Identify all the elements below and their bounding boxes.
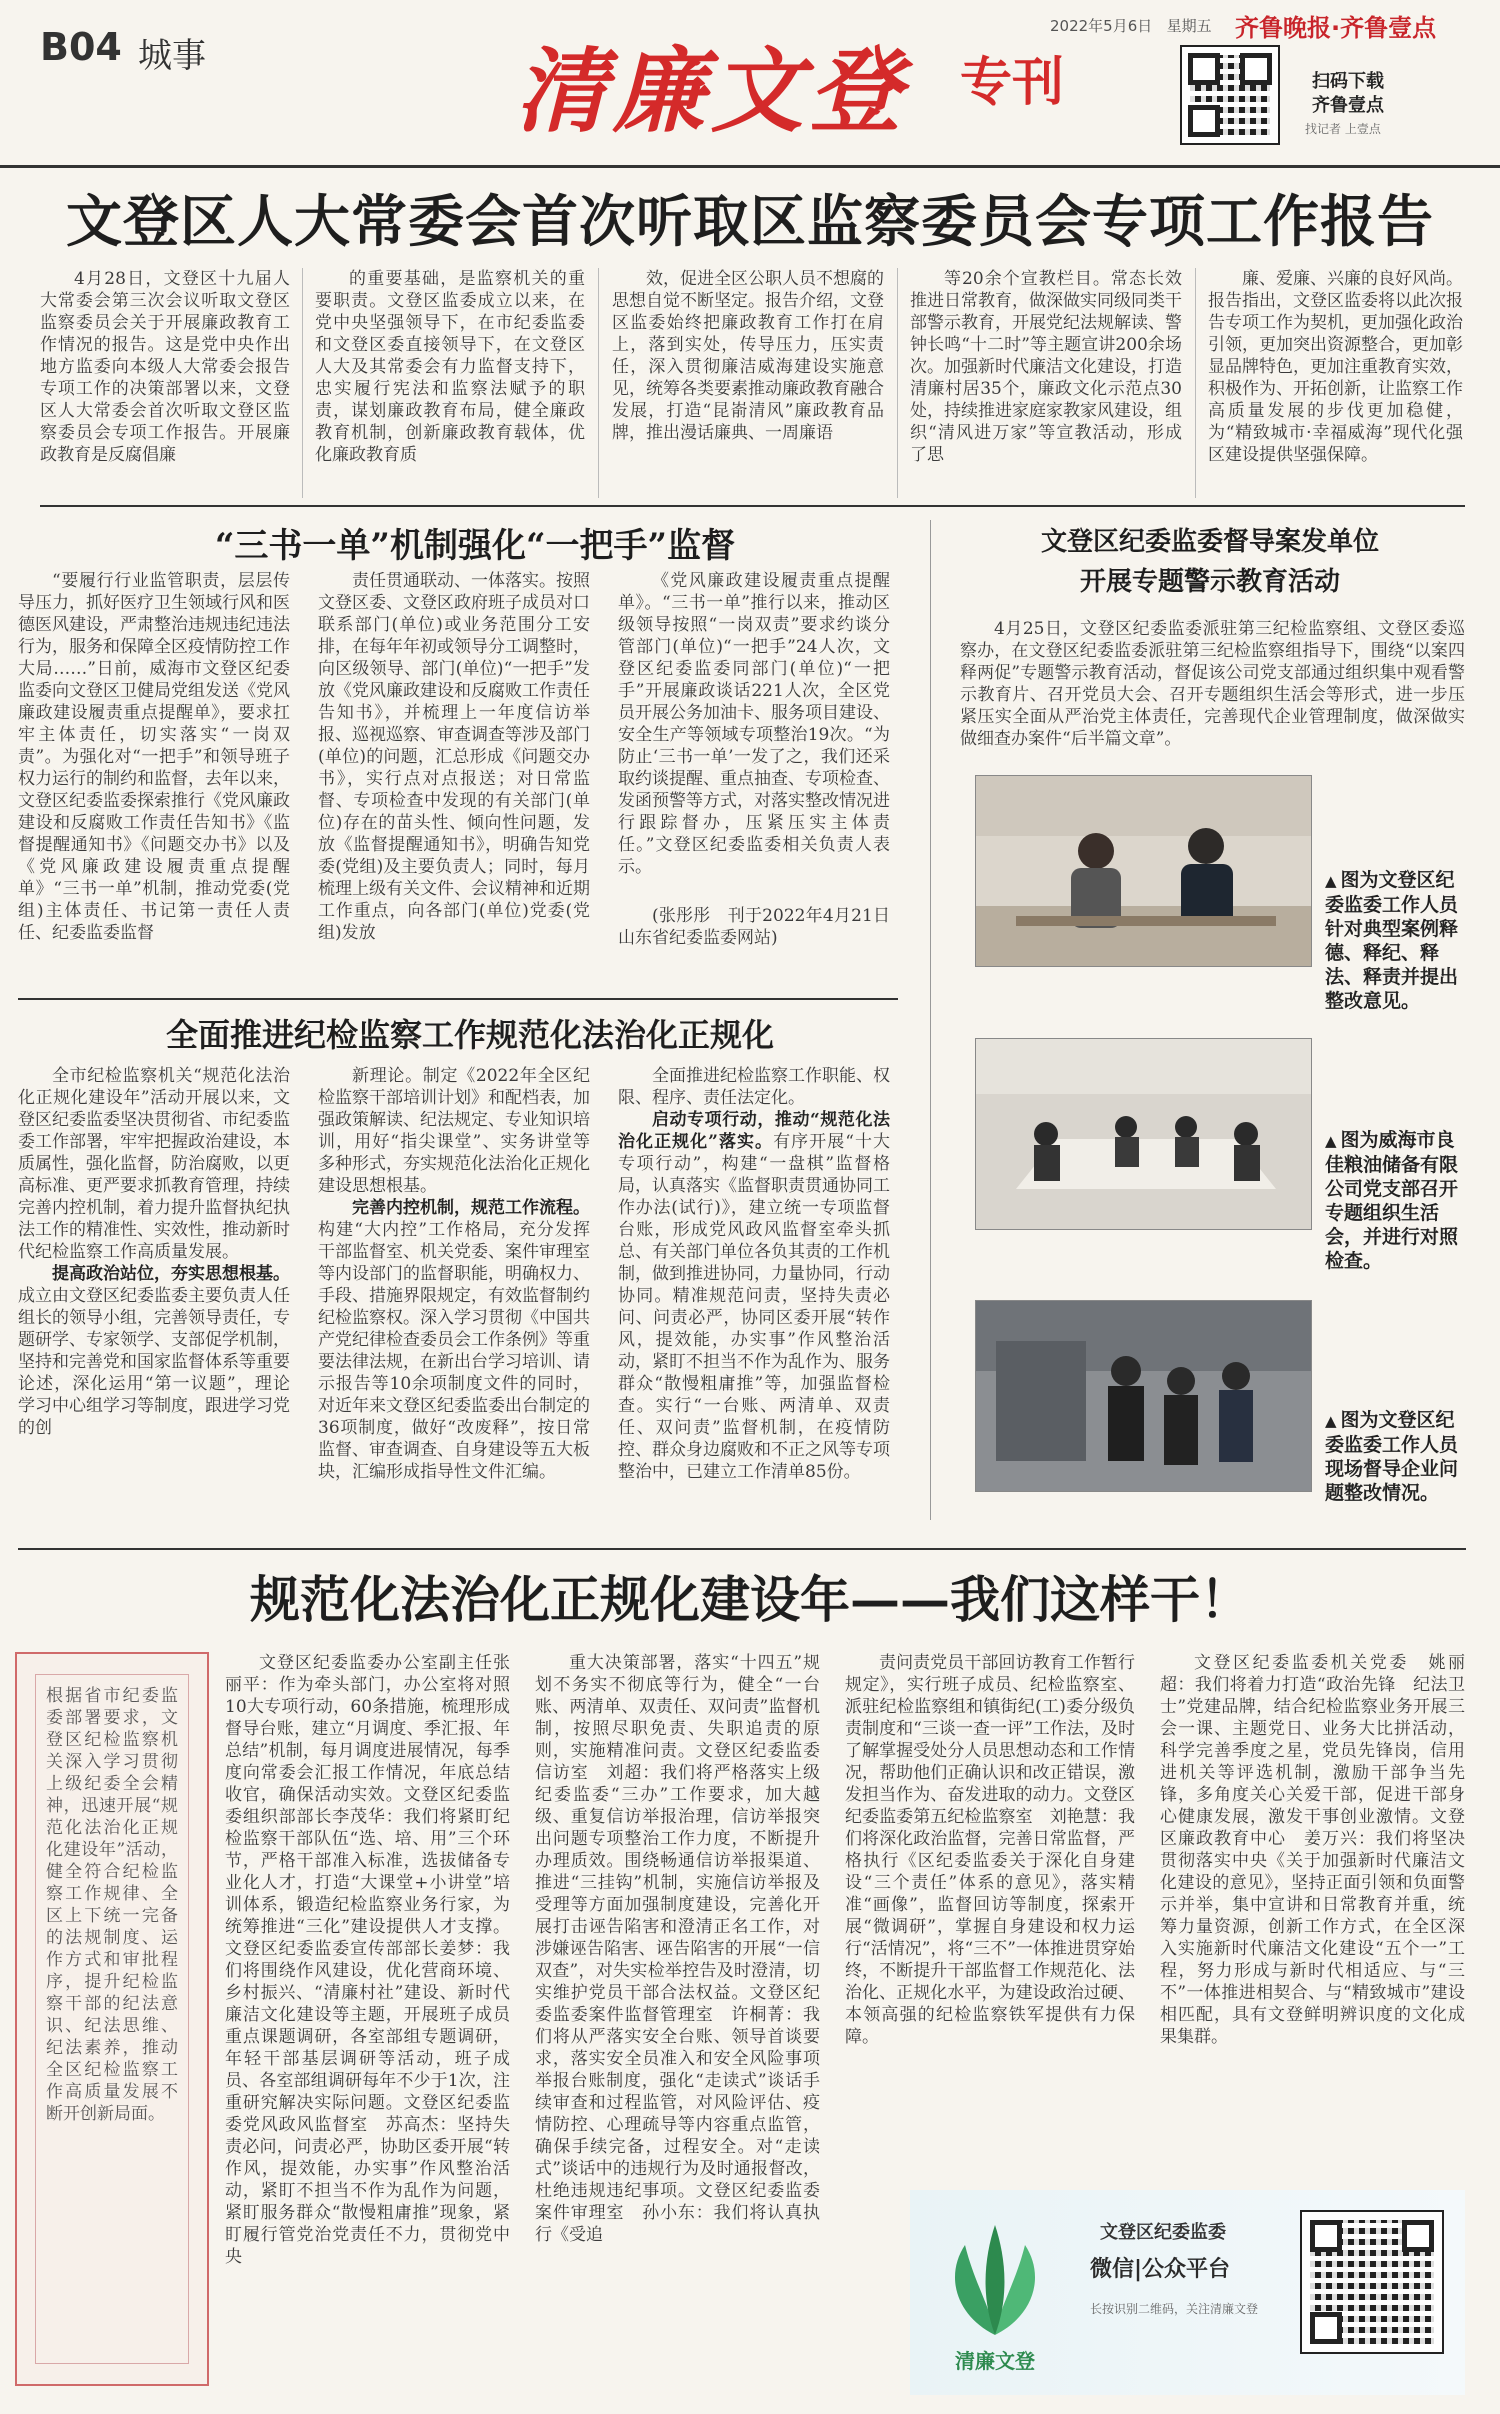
app-qr-code[interactable] — [1180, 45, 1280, 145]
photo-meeting-2 — [975, 1038, 1312, 1230]
photo-caption-2: ▲ 图为威海市良佳粮油储备有限公司党支部召开专题组织生活会，并进行对照检查。 — [1325, 1128, 1465, 1273]
article-guifan-col-1: 全市纪检监察机关“规范化法治化正规化建设年”活动开展以来，文登区纪委监委坚决贯彻省、市纪委监委工作部署，牢牢把握政治建设，本质属性，强化监督，防治腐败，以更高标准、更严要求抓教育管理，持续完善内控机制，着力提升监督执纪执法工作的精准性、实效性，推动新时代纪检监察工作高质量发展。 提高政治站位，夯实思想根基。成立由文登区纪委监委主要负责人任组长的领导小组，完善领导责任，专题研学、专家领学、支部促学机制，坚持和完善党和国家监督体系等重要论述，深化运用“第一议题”，理论学习中心组学习等制度，跟进学习党的创 — [18, 1066, 290, 1438]
banner-note: 长按识别二维码，关注清廉文登 — [1090, 2302, 1259, 2316]
photo-inspection — [975, 1300, 1312, 1492]
qr-caption: 扫码下载 齐鲁壹点 — [1312, 71, 1384, 116]
special-issue-suffix: 专刊 — [960, 53, 1065, 113]
article-sanshu-col-3: 《党风廉政建设履责重点提醒单》。“三书一单”推行以来，推动区级领导按照“一岗双责”要求约谈分管部门(单位)“一把手”24人次，文登区纪委监委同部门(单位)“一把手”开展廉政谈话221人次，全区党员开展公务加油卡、服务项目建设、安全生产等领域专项整治19次。“为防止‘三书一单’一发了之，我们还采取约谈提醒、重点抽查、专项检查、发函预警等方式，对落实整改情况进行跟踪督办，压紧压实主体责任。”文登区纪委监委相关负责人表示。 — [618, 571, 890, 877]
banner-org: 文登区纪委监委 — [1100, 2222, 1226, 2243]
divider — [18, 1548, 1466, 1550]
second-headline: 规范化法治化正规化建设年——我们这样干！ — [250, 1570, 1250, 1629]
voices-col-3: 责问责党员干部回访教育工作暂行规定》，实行班子成员、纪检监察室、派驻纪检监察组和镇街纪(工)委分级负责制度和“三谈一查一评”工作法，及时了解掌握受处分人员思想动态和工作情况，帮助他们正确认识和改正错误，激发担当作为、奋发进取的动力。文登区纪委监委第五纪检监察室 刘艳慧：我们将深化政治监督，完善日常监督，严格执行《区纪委监委关于深化自身建设“三个责任”体系的意见》，落实精准“画像”，监督回访等制度，探索开展“微调研”，掌握自身建设和权力运行“活情况”，将“三不”一体推进贯穿始终，不断提升干部监督工作规范化、法治化、正规化水平，为建设政治过硬、本领高强的纪检监察铁军提供有力保障。 — [845, 1653, 1135, 2047]
article-guifan-col-2: 新理论。制定《2022年全区纪检监察干部培训计划》和配档表，加强政策解读、纪法规定、专业知识培训，用好“指尖课堂”、实务讲堂等多种形式，夯实规范化法治化正规化建设思想根基。 完善内控机制，规范工作流程。构建“大内控”工作格局，充分发挥干部监督室、机关党委、案件审理室等内设部门的监督职能，明确权力、手段、措施界限规定，有效监督制约纪检监察权。深入学习贯彻《中国共产党纪律检查委员会工作条例》等重要法律法规，在新出台学习培训、请示报告等10余项制度文件的同时，对近年来文登区纪委监委出台制定的36项制度，做好“改废释”，按日常监督、审查调查、自身建设等五大板块，汇编形成指导性文件汇编。 — [318, 1066, 590, 1482]
intro-sidebar-box: 根据省市纪委监委部署要求，文登区纪检监察机关深入学习贯彻上级纪委全会精神，迅速开展“规范化法治化正规化建设年”活动，健全符合纪检监察工作规律、全区上下统一完备的法规制度、运作方式和审批程序，提升纪检监察干部的纪法意识、纪法思维、纪法素养，推动全区纪检监察工作高质量发展不断开创新局面。 — [15, 1652, 209, 2386]
voices-col-2: 重大决策部署，落实“十四五”规划不务实不彻底等行为，健全“一台账、两清单、双责任、双问责”监督机制，按照尽职免责、失职追责的原则，实施精准问责。文登区纪委监委信访室 刘超：我们将严格落实上级纪委监委“三办”工作要求，加大越级、重复信访举报治理，信访举报突出问题专项整治工作力度，不断提升办理质效。围绕畅通信访举报渠道、推进“三挂钩”机制，实施信访举报及受理等方面加强制度建设，完善化开展打击诬告陷害和澄清正名工作，对涉嫌诬告陷害、诬告陷害的开展“一信双查”，对失实检举控告及时澄清，切实维护党员干部合法权益。文登区纪委监委案件监督管理室 许桐菁：我们将从严落实安全台账、领导首谈要求，落实安全员准入和安全风险事项举报台账制度，强化“走读式”谈话手续审查和过程监管，对风险评估、疫情防控、心理疏导等内容重点监管，确保手续完备，过程安全。对“走读式”谈话中的违规行为及时通报督改，杜绝违规违纪事项。文登区纪委监委案件审理室 孙小东：我们将认真执行《受追 — [535, 1653, 820, 2245]
article-sanshu-col-1: “要履行行业监管职责，层层传导压力，抓好医疗卫生领域行风和医德医风建设，严肃整治违规违纪违法行为，服务和保障全区疫情防控工作大局……”日前，威海市文登区纪委监委向文登区卫健局党组发送《党风廉政建设履责重点提醒单》，要求扛牢主体责任，切实落实“一岗双责”。为强化对“一把手”和领导班子权力运行的制约和监督，去年以来，文登区纪委监委探索推行《党风廉政建设和反腐败工作责任告知书》《监督提醒通知书》《问题交办书》以及《党风廉政建设履责重点提醒单》“三书一单”机制，推动党委(党组)主体责任、书记第一责任人责任、纪委监委监督 — [18, 571, 290, 943]
lead-article-col-1: 4月28日，文登区十九届人大常委会第三次会议听取文登区监察委员会关于开展廉政教育工作情况的报告。这是党中央作出地方监委向本级人大常委会报告专项工作的决策部署以来，文登区人大常委会首次听取文登区监察委员会专项工作报告。开展廉政教育是反腐倡廉 — [40, 269, 290, 465]
article-jingshi-headline: 文登区纪委监委督导案发单位 开展专题警示教育活动 — [1040, 527, 1379, 597]
article-sanshu-byline: (张彤彤 刊于2022年4月21日山东省纪委监委网站) — [618, 906, 890, 948]
article-guifan-headline: 全面推进纪检监察工作规范化法治化正规化 — [165, 1016, 774, 1054]
article-sanshu-headline: “三书一单”机制强化“一把手”监督 — [214, 526, 736, 566]
lotus-logo-icon — [935, 2205, 1055, 2345]
divider — [40, 505, 1465, 507]
banner-logo-text: 清廉文登 — [955, 2349, 1035, 2373]
main-headline: 文登区人大常委会首次听取区监察委员会专项工作报告 — [66, 189, 1434, 255]
brand-logo: 齐鲁晚报·齐鲁壹点 — [1235, 14, 1437, 42]
voices-col-4: 文登区纪委监委机关党委 姚丽超：我们将着力打造“政治先锋 纪法卫士”党建品牌，结合纪检监察业务开展三会一课、主题党日、业务大比拼活动，科学完善季度之星，党员先锋岗，信用进机关等评选机制，激励干部争当先锋，多角度关心关爱干部，促进干部身心健康发展，激发干事创业激情。文登区廉政教育中心 姜万兴：我们将坚决贯彻落实中央《关于加强新时代廉洁文化建设的意见》，坚持正面引领和负面警示并举，集中宣讲和日常教育并重，统筹力量资源，创新工作方式，在全区深入实施新时代廉洁文化建设“五个一”工程，努力形成与新时代相适应、与“三不”一体推进相契合、与“精致城市”建设相匹配，具有文登鲜明辨识度的文化成果集群。 — [1160, 1653, 1465, 2047]
voices-col-1: 文登区纪委监委办公室副主任张丽平：作为牵头部门，办公室将对照10大专项行动，60条措施，梳理形成督导台账，建立“月调度、季汇报、年总结”机制，每月调度进展情况，每季度向常委会汇报工作情况，年底总结收官，确保活动实效。文登区纪委监委组织部部长李茂华：我们将紧盯纪检监察干部队伍“选、培、用”三个环节，严格干部准入标准，选拔储备专业化人才，打造“大课堂+小讲堂”培训体系，锻造纪检监察业务行家，为统筹推进“三化”建设提供人才支撑。文登区纪委监委宣传部部长姜梦：我们将围绕作风建设，优化营商环境、乡村振兴、“清廉村社”建设、新时代廉洁文化建设等主题，开展班子成员重点课题调研，各室部组专题调研，年轻干部基层调研等活动，班子成员、各室部组调研每年不少于1次，注重研究解决实际问题。文登区纪委监委党风政风监督室 苏高杰：坚持失责必问，问责必严，协助区委开展“转作风，提效能，办实事”作风整治活动，紧盯不担当不作为乱作为问题，紧盯服务群众“散慢粗庸推”现象，紧盯履行管党治党责任不力，贯彻党中央 — [225, 1653, 510, 2267]
photo-caption-1: ▲ 图为文登区纪委监委工作人员针对典型案例释德、释纪、释法、释责并提出整改意见。 — [1325, 868, 1465, 1013]
wechat-qr-code[interactable] — [1300, 2210, 1444, 2354]
lead-article-col-5: 廉、爱廉、兴廉的良好风尚。报告指出，文登区监委将以此次报告专项工作为契机，更加强化政治引领，更加突出资源整合，更加彰显品牌特色，更加注重教育实效，积极作为、开拓创新，让监察工作高质量发展的步伐更加稳健，为“精致城市·幸福威海”现代化强区建设提供坚强保障。 — [1208, 269, 1463, 465]
issue-date: 2022年5月6日 星期五 — [1050, 17, 1212, 35]
qr-subcaption: 找记者 上壹点 — [1305, 122, 1381, 136]
divider — [18, 998, 898, 1000]
page-number: B04 — [40, 25, 122, 69]
article-jingshi-body: 4月25日，文登区纪委监委派驻第三纪检监察组、文登区委巡察办，在文登区纪委监委派驻第三纪检监察组指导下，围绕“以案四释两促”专题警示教育活动，督促该公司党支部通过组织集中观看警示教育片、召开党员大会、召开专题组织生活会等形式，进一步压紧压实全面从严治党主体责任，完善现代企业管理制度，做深做实做细查办案件“后半篇文章”。 — [960, 619, 1465, 749]
lead-article-col-4: 等20余个宣教栏目。常态长效推进日常教育，做深做实同级同类干部警示教育，开展党纪法规解读、警钟长鸣“十二时”等主题宣讲200余场次。加强新时代廉洁文化建设，打造清廉村居35个，廉政文化示范点30处，持续推进家庭家教家风建设，组织“清风进万家”等宣教活动，形成了思 — [910, 269, 1182, 465]
special-issue-title: 清廉文登 — [515, 37, 908, 145]
photo-meeting-1 — [975, 775, 1312, 967]
lead-article-col-2: 的重要基础，是监察机关的重要职责。文登区监委成立以来，在党中央坚强领导下，在市纪委监委和文登区委直接领导下，在文登区人大及其常委会有力监督支持下，忠实履行宪法和监察法赋予的职责，谋划廉政教育布局，健全廉政教育机制，创新廉政教育载体，优化廉政教育质 — [315, 269, 585, 465]
section-label: 城事 — [138, 36, 206, 76]
photo-caption-3: ▲ 图为文登区纪委监委工作人员现场督导企业问题整改情况。 — [1325, 1408, 1465, 1505]
banner-platform: 微信|公众平台 — [1090, 2257, 1231, 2282]
lead-article-col-3: 效，促进全区公职人员不想腐的思想自觉不断坚定。报告介绍，文登区监委始终把廉政教育工作打在肩上，落到实处，传导压力，压实责任，深入贯彻廉洁威海建设实施意见，统筹各类要素推动廉政教育融合发展，打造“昆嵛清风”廉政教育品牌，推出漫话廉典、一周廉语 — [612, 269, 884, 443]
article-guifan-col-3: 全面推进纪检监察工作职能、权限、程序、责任法定化。 启动专项行动，推动“规范化法治化正规化”落实。有序开展“十大专项行动”，构建“一盘棋”监督格局，认真落实《监督职责贯通协同工作办法(试行)》，建立统一专项监督台账，形成党风政风监督室牵头抓总、有关部门单位各负其责的工作机制，做到推进协同，力量协同，行动协同。精准规范问责，坚持失责必问、问责必严，协同区委开展“转作风，提效能，办实事”作风整治活动，紧盯不担当不作为乱作为、服务群众“散慢粗庸推”等，加强监督检查。实行“一台账、两清单、双责任、双问责”监督机制，在疫情防控、群众身边腐败和不正之风等专项整治中，已建立工作清单85份。 — [618, 1066, 890, 1482]
article-sanshu-col-2: 责任贯通联动、一体落实。按照文登区委、文登区政府班子成员对口联系部门(单位)或业务范围分工安排，在每年年初或领导分工调整时，向区级领导、部门(单位)“一把手”发放《党风廉政建设和反腐败工作责任告知书》，并梳理上一年度信访举报、巡视巡察、审查调查等涉及部门(单位)的问题，汇总形成《问题交办书》，实行点对点报送；对日常监督、专项检查中发现的有关部门(单位)存在的苗头性、倾向性问题，发放《监督提醒通知书》，明确告知党委(党组)及主要负责人；同时，每月梳理上级有关文件、会议精神和近期工作重点，向各部门(单位)党委(党组)发放 — [318, 571, 590, 943]
